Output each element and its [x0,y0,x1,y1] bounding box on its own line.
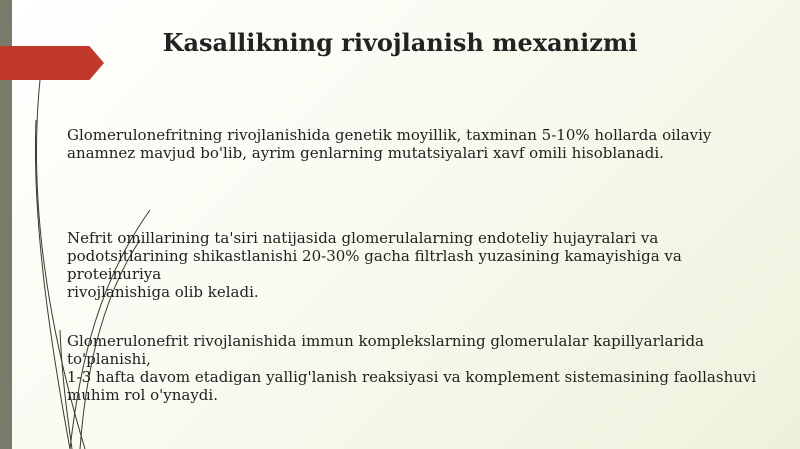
paragraph-nephritic-factors: Nefrit omillarining ta'siri natijasida glomerulalarning endoteliy hujayralari va podotsitlarining shikastlanishi 20-30% gacha filtrlash yuzasining kamayishiga va proteinuriya rivojlanishiga olib keladi. [67,229,682,301]
slide-title: Kasallikning rivojlanish mexanizmi [162,28,638,57]
paragraph-genetic-factors: Glomerulonefritning rivojlanishida genetik moyillik, taxminan 5-10% hollarda oilaviy anamnez mavjud bo'lib, ayrim genlarning mutatsiyalari xavf omili hisoblanadi. [67,126,712,162]
paragraph-immune-complexes: Glomerulonefrit rivojlanishida immun komplekslarning glomerulalar kapillyarlarida to'planishi, 1-3 hafta davom etadigan yallig'lanish reaksiyasi va komplement sistemasining faollashuvi muhim rol o'ynaydi. [67,332,757,404]
